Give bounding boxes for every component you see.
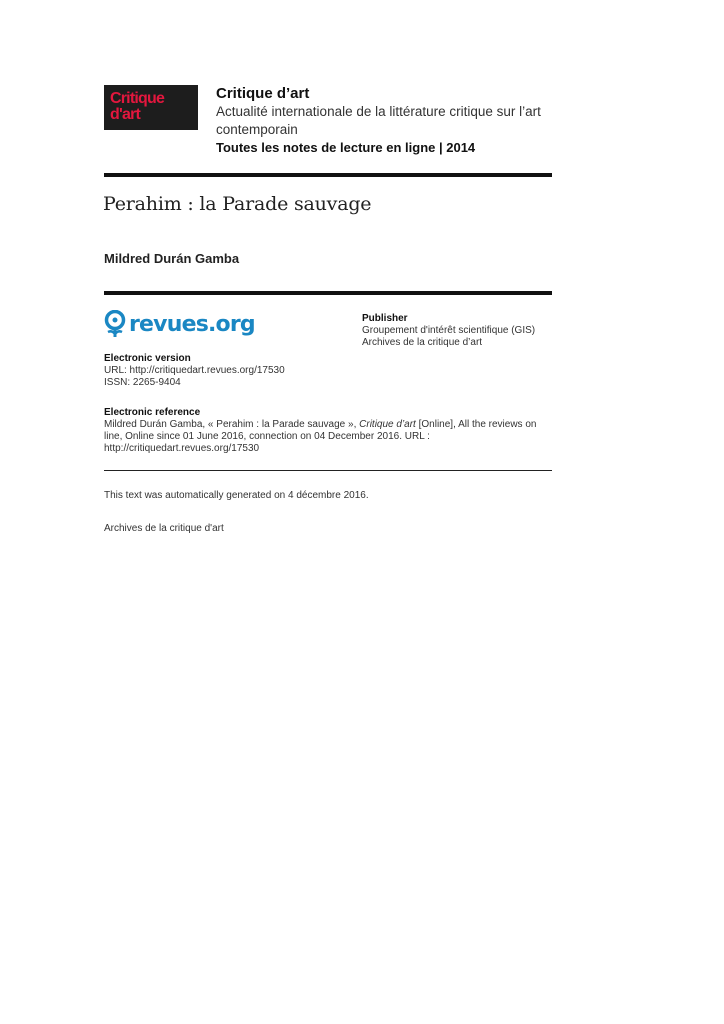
reference-text-end: [Online], All the reviews on line, Online since 01 June 2016, connection on 04 December 2016. URL : http://critiquedart.revues.org/17530	[104, 419, 537, 454]
publisher-line-2: Archives de la critique d’art	[362, 337, 483, 348]
revues-logo[interactable]	[104, 310, 255, 338]
journal-logo	[104, 85, 198, 130]
article-title: Perahim : la Parade sauvage	[103, 193, 372, 215]
reference-journal-name: Critique d’art	[359, 419, 416, 430]
electronic-version-url[interactable]: URL: http://critiquedart.revues.org/17530	[104, 365, 285, 376]
electronic-reference-heading: Electronic reference	[104, 407, 201, 418]
article-author: Mildred Durán Gamba	[104, 251, 240, 266]
middle-divider	[104, 291, 552, 295]
publisher-block	[362, 313, 562, 349]
issue-label: Toutes les notes de lecture en ligne | 2014	[216, 140, 476, 155]
electronic-version-block	[104, 353, 285, 389]
electronic-reference-block	[104, 407, 544, 455]
journal-logo-text	[110, 91, 164, 123]
reference-text-start: Mildred Durán Gamba, « Perahim : la Parade sauvage »,	[104, 419, 360, 430]
publisher-line-1: Groupement d'intérêt scientifique (GIS)	[362, 325, 536, 336]
journal-header	[216, 85, 556, 157]
bottom-divider	[104, 470, 552, 471]
revues-flower-icon	[104, 310, 126, 338]
top-divider	[104, 173, 552, 177]
electronic-reference-text	[104, 419, 544, 455]
journal-subtitle: Actualité internationale de la littérature critique sur l’art contemporain	[216, 104, 541, 137]
archives-note: Archives de la critique d'art	[104, 523, 224, 534]
generated-note: This text was automatically generated on 4 décembre 2016.	[104, 490, 369, 501]
electronic-version-heading: Electronic version	[104, 353, 191, 364]
electronic-version-issn: ISSN: 2265-9404	[104, 377, 181, 388]
logo-line-2: d'art	[110, 106, 141, 123]
journal-title: Critique d’art	[216, 85, 310, 102]
publisher-heading: Publisher	[362, 313, 408, 324]
revues-logo-text: revues.org	[129, 311, 255, 337]
logo-line-1: Critique	[110, 90, 165, 107]
